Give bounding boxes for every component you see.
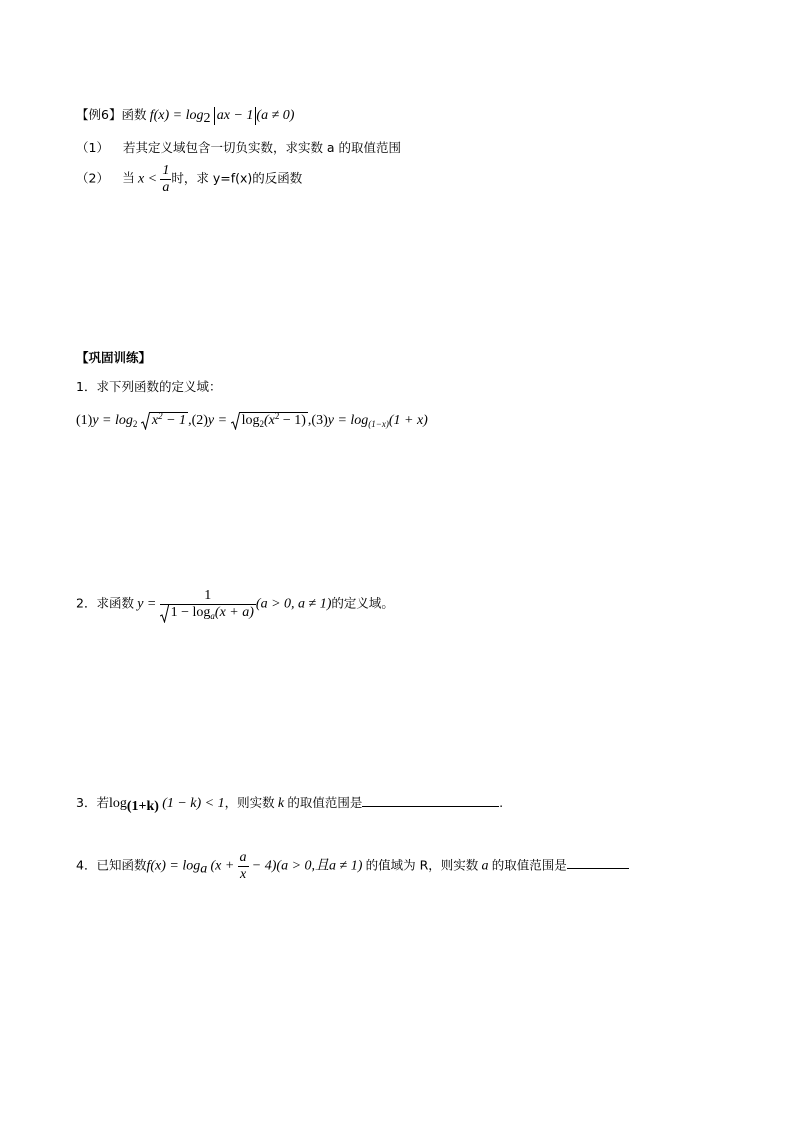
p1-f1-rad-tail: − 1	[162, 413, 187, 428]
p2-fraction	[160, 588, 256, 621]
fraction-denominator: x	[239, 867, 247, 882]
p1-f1-radical	[141, 411, 188, 428]
fraction-numerator: 1	[162, 163, 170, 178]
example6-line	[76, 107, 294, 125]
p1-f2-rad-base: 2	[259, 419, 264, 429]
p4-base: a	[200, 861, 208, 877]
p4-answer-blank[interactable]	[567, 867, 629, 869]
radical-sign-icon	[231, 412, 240, 430]
example6-func-lhs: f(x) = log	[149, 107, 204, 123]
p1-f2-rad-tail: − 1)	[279, 413, 306, 428]
p4-lhs: f(x) = log	[146, 858, 201, 874]
fraction-numerator: 1	[160, 588, 256, 605]
p3-var: k	[277, 796, 285, 811]
p1-f3-lhs: y = log	[327, 413, 369, 428]
p1-f1-lhs: y = log	[92, 413, 133, 428]
p1-f3-arg: (1 + x)	[388, 413, 428, 428]
p3-log: log	[108, 796, 127, 811]
example6-q2-fraction	[160, 163, 171, 196]
p4-fraction	[238, 850, 249, 883]
p1-f2-lhs: y =	[207, 413, 231, 428]
p3-answer-blank[interactable]	[362, 805, 499, 807]
example6-condition: (a ≠ 0)	[256, 107, 295, 123]
example6-q2	[76, 163, 302, 196]
radical-sign-icon	[141, 412, 150, 430]
radical-sign-icon	[160, 605, 169, 623]
example6-lead: 函数	[121, 106, 147, 122]
p4-tail: 的取值范围是	[491, 857, 567, 873]
p4-var: a	[481, 858, 489, 874]
p4-mid: 的值域为 R，则实数	[365, 857, 479, 873]
p3-tail: 的取值范围是	[287, 795, 363, 810]
p2-lhs: y =	[137, 596, 157, 612]
problem-1-formulas	[76, 411, 428, 429]
example6-q1-number: （1）	[76, 140, 109, 155]
fraction-denominator	[160, 605, 256, 621]
p1-f1-base: 2	[132, 419, 138, 429]
p1-f2-radical	[231, 411, 308, 429]
problem-4	[76, 850, 629, 883]
example6-q2-number: （2）	[76, 170, 109, 186]
p4-rest: − 4)(a > 0,且a ≠ 1)	[251, 858, 363, 874]
p2-den-pre: 1 − log	[170, 605, 211, 620]
example6-q1	[76, 142, 401, 155]
p2-denominator-radical	[160, 605, 256, 621]
p2-den-base: a	[210, 611, 215, 621]
p2-den-arg: (x + a)	[214, 605, 254, 620]
p1-f1-label: (1)	[76, 413, 93, 428]
p2-condition: (a > 0, a ≠ 1)	[255, 596, 332, 612]
example6-q1-text: 若其定义域包含一切负实数，求实数 a 的取值范围	[122, 140, 402, 155]
p2-lead: 2．求函数	[76, 595, 134, 611]
example6-q2-tail: 时，求 y=f(x)的反函数	[171, 170, 303, 186]
p1-f3-base: (1−x)	[368, 419, 389, 429]
p2-tail: 的定义域。	[331, 595, 394, 611]
fraction-denominator: a	[162, 180, 170, 195]
p1-f2-label: ,(2)	[188, 413, 208, 428]
example6-q2-lead: 当	[122, 170, 135, 186]
example6-abs-arg: ax − 1	[214, 107, 257, 125]
p1-f1-rad-var: x	[151, 413, 159, 428]
problem-3	[76, 795, 503, 814]
p1-f2-rad-arg: (x	[263, 413, 275, 428]
p3-base: (1+k)	[126, 799, 159, 814]
p3-end: .	[499, 796, 503, 811]
p3-arg: (1 − k) < 1	[162, 796, 225, 811]
p1-f2-rad-sup: 2	[274, 411, 280, 421]
example6-q2-x-lt: x <	[137, 171, 158, 187]
p1-f2-rad-log: log	[241, 413, 260, 428]
p3-mid: ，则实数	[224, 795, 275, 810]
p4-open: (x +	[210, 858, 235, 874]
problem-1-text: 1．求下列函数的定义域：	[76, 379, 222, 394]
p3-lead: 3．若	[76, 795, 109, 810]
problem-2	[76, 588, 394, 621]
example6-log-base: 2	[203, 110, 211, 126]
fraction-numerator: a	[239, 850, 247, 865]
practice-heading: 【巩固训练】	[76, 350, 152, 365]
example6-tag: 【例6】	[76, 106, 122, 122]
p1-f3-label: ,(3)	[307, 413, 328, 428]
p4-lead: 4．已知函数	[76, 857, 147, 873]
p1-f1-rad-sup: 2	[158, 411, 163, 421]
